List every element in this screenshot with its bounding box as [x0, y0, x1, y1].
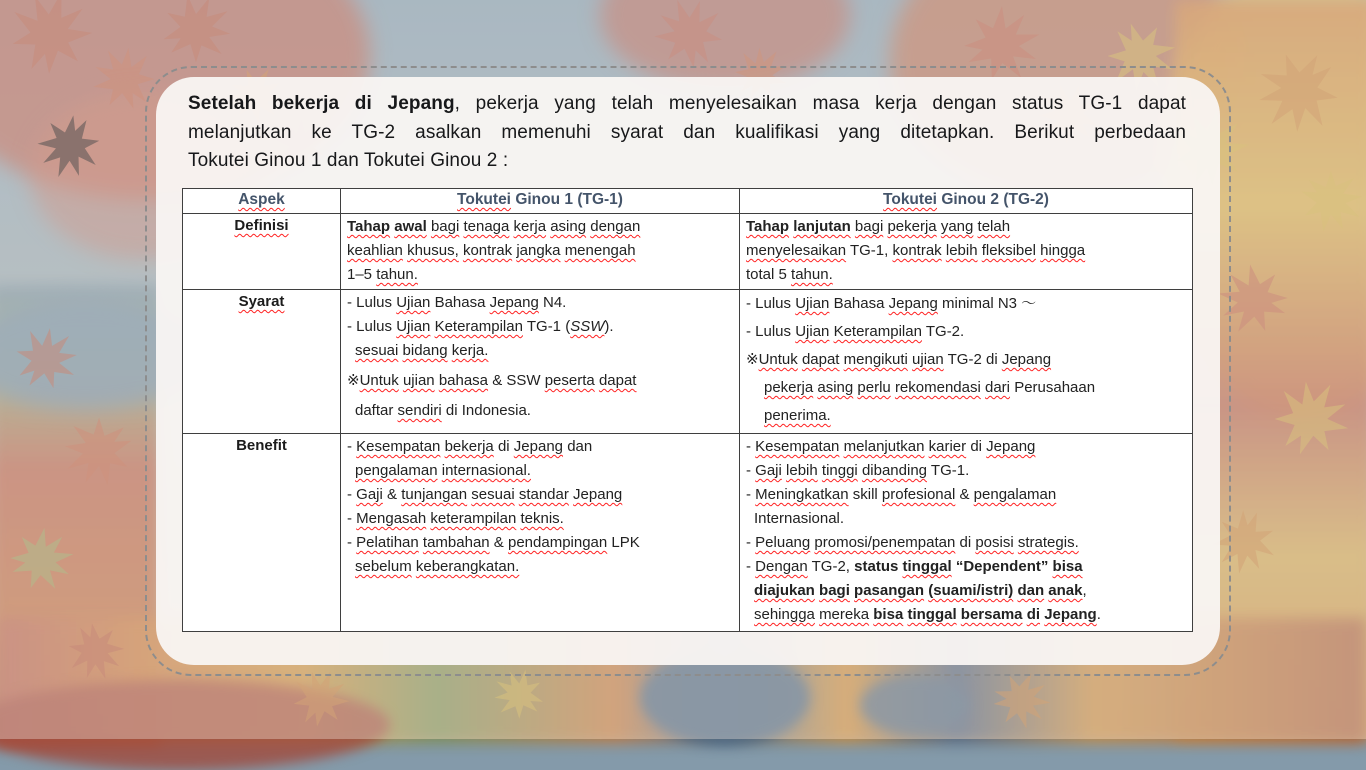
intro-line: Tokutei Ginou 1 dan Tokutei Ginou 2 :: [188, 150, 509, 171]
cell-paragraph: - Kesempatan melanjutkan karier di Jepang: [746, 438, 1036, 455]
intro-paragraph: [188, 90, 1186, 176]
cell-paragraph: - Lulus Ujian Bahasa Jepang N4.: [347, 294, 567, 311]
row-label: Syarat: [183, 290, 341, 434]
content-card-border: [145, 66, 1231, 676]
cell-paragraph: - Kesempatan bekerja di Jepang dan: [347, 438, 593, 455]
column-header: Aspek: [183, 189, 341, 214]
cell-paragraph: - Lulus Ujian Keterampilan TG-1 (SSW).: [347, 318, 614, 335]
row-label: Definisi: [183, 214, 341, 290]
table-row: [183, 214, 1193, 290]
cell-paragraph: Tahap awal bagi tenaga kerja asing dengan: [347, 218, 641, 235]
cell-paragraph: diajukan bagi pasangan (suami/istri) dan anak,: [754, 582, 1087, 599]
cell-paragraph: Tahap lanjutan bagi pekerja yang telah: [746, 218, 1011, 235]
cell-paragraph: - Dengan TG-2, status tinggal “Dependent” bisa: [746, 558, 1083, 575]
cell-paragraph: - Gaji lebih tinggi dibanding TG-1.: [746, 462, 970, 479]
comparison-table: [182, 188, 1193, 632]
table-row: [183, 434, 1193, 632]
cell-paragraph: total 5 tahun.: [746, 266, 833, 283]
cell-paragraph: sesuai bidang kerja.: [355, 342, 489, 359]
cell-paragraph: ※Untuk ujian bahasa & SSW peserta dapat: [347, 372, 637, 389]
cell-paragraph: - Lulus Ujian Keterampilan TG-2.: [746, 323, 965, 340]
tg2-cell: [740, 214, 1193, 290]
column-header: Tokutei Ginou 1 (TG-1): [341, 189, 740, 214]
tg1-cell: [341, 290, 740, 434]
cell-paragraph: ※Untuk dapat mengikuti ujian TG-2 di Jepang: [746, 351, 1052, 368]
tg1-cell: [341, 214, 740, 290]
cell-paragraph: - Mengasah keterampilan teknis.: [347, 510, 564, 527]
cell-paragraph: pekerja asing perlu rekomendasi dari Perusahaan: [764, 379, 1096, 396]
cell-paragraph: - Gaji & tunjangan sesuai standar Jepang: [347, 486, 623, 503]
tg2-cell: [740, 434, 1193, 632]
cell-paragraph: - Meningkatkan skill profesional & pengalaman: [746, 486, 1057, 503]
cell-paragraph: keahlian khusus, kontrak jangka menengah: [347, 242, 636, 259]
cell-paragraph: pengalaman internasional.: [355, 462, 531, 479]
cell-paragraph: - Pelatihan tambahan & pendampingan LPK: [347, 534, 640, 551]
cell-paragraph: daftar sendiri di Indonesia.: [355, 402, 531, 419]
tg2-cell: [740, 290, 1193, 434]
table-row: [183, 290, 1193, 434]
row-label: Benefit: [183, 434, 341, 632]
cell-paragraph: sehingga mereka bisa tinggal bersama di Jepang.: [754, 606, 1101, 623]
cell-paragraph: Internasional.: [754, 510, 845, 527]
column-header: Tokutei Ginou 2 (TG-2): [740, 189, 1193, 214]
cell-paragraph: menyelesaikan TG-1, kontrak lebih fleksibel hingga: [746, 242, 1086, 259]
comparison-table-wrap: [182, 188, 1193, 632]
intro-line: Setelah bekerja di Jepang, pekerja yang telah menyelesaikan masa kerja dengan status TG-1 dapat: [188, 93, 1186, 114]
intro-line: melanjutkan ke TG-2 asalkan memenuhi syarat dan kualifikasi yang ditetapkan. Berikut perbedaan: [188, 121, 1186, 143]
cell-paragraph: penerima.: [764, 407, 831, 424]
tg1-cell: [341, 434, 740, 632]
content-card: [156, 77, 1220, 665]
cell-paragraph: sebelum keberangkatan.: [355, 558, 520, 575]
table-header-row: [183, 189, 1193, 214]
cell-paragraph: 1–5 tahun.: [347, 266, 418, 283]
cell-paragraph: - Peluang promosi/penempatan di posisi strategis.: [746, 534, 1079, 551]
cell-paragraph: - Lulus Ujian Bahasa Jepang minimal N3 ～: [746, 295, 1037, 312]
